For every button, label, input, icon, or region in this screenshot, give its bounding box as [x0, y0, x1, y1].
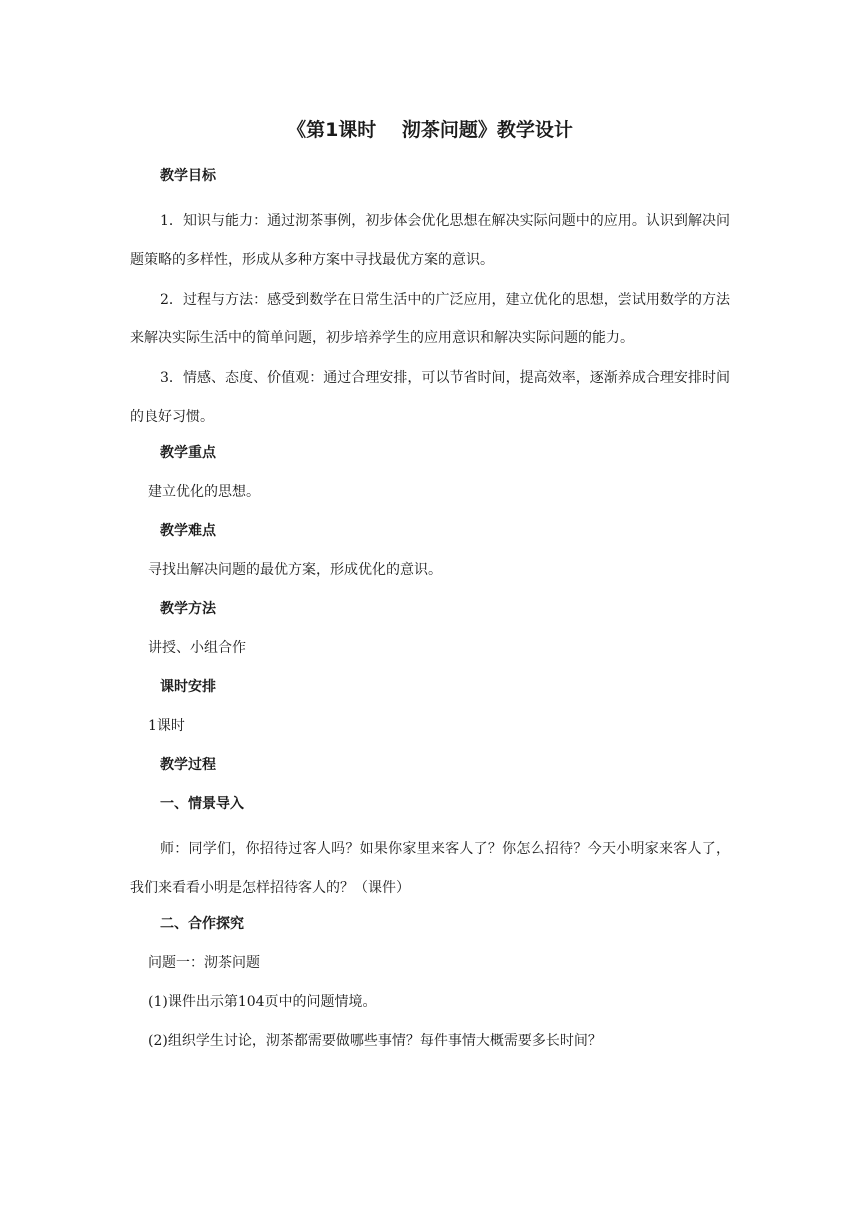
paragraph-method: 讲授、小组合作 [148, 640, 246, 656]
section-heading-key-point: 教学重点 [160, 445, 216, 461]
section-heading-intro: 一、情景导入 [160, 796, 244, 812]
section-heading-explore: 二、合作探究 [160, 916, 244, 932]
paragraph-step-1: (1)课件出示第104页中的问题情境。 [148, 994, 377, 1010]
paragraph-difficulty: 寻找出解决问题的最优方案，形成优化的意识。 [148, 562, 442, 578]
section-heading-goals: 教学目标 [160, 168, 216, 184]
section-heading-difficulty: 教学难点 [160, 523, 216, 539]
document-body [130, 163, 730, 1067]
page-title: 《第1课时 沏茶问题》教学设计 [287, 119, 573, 141]
paragraph-schedule: 1课时 [148, 718, 185, 734]
section-heading-process: 教学过程 [160, 757, 216, 773]
paragraph-intro: 师：同学们，你招待过客人吗？如果你家里来客人了？你怎么招待？今天小明家来客人了，我们来看看小明是怎样招待客人的？（课件） [130, 841, 730, 896]
section-heading-schedule: 课时安排 [160, 679, 216, 695]
paragraph-key-point: 建立优化的思想。 [148, 484, 260, 500]
paragraph-goal-2: 2．过程与方法：感受到数学在日常生活中的广泛应用，建立优化的思想，尝试用数学的方法来解决实际生活中的简单问题，初步培养学生的应用意识和解决实际问题的能力。 [130, 291, 730, 346]
section-heading-method: 教学方法 [160, 601, 216, 617]
paragraph-goal-3: 3．情感、态度、价值观：通过合理安排，可以节省时间，提高效率，逐渐养成合理安排时间的良好习惯。 [130, 370, 730, 425]
paragraph-question-1: 问题一：沏茶问题 [148, 955, 260, 971]
paragraph-goal-1: 1．知识与能力：通过沏茶事例，初步体会优化思想在解决实际问题中的应用。认识到解决问题策略的多样性，形成从多种方案中寻找最优方案的意识。 [130, 213, 730, 268]
paragraph-step-2: (2)组织学生讨论，沏茶都需要做哪些事情？每件事情大概需要多长时间？ [148, 1033, 602, 1049]
